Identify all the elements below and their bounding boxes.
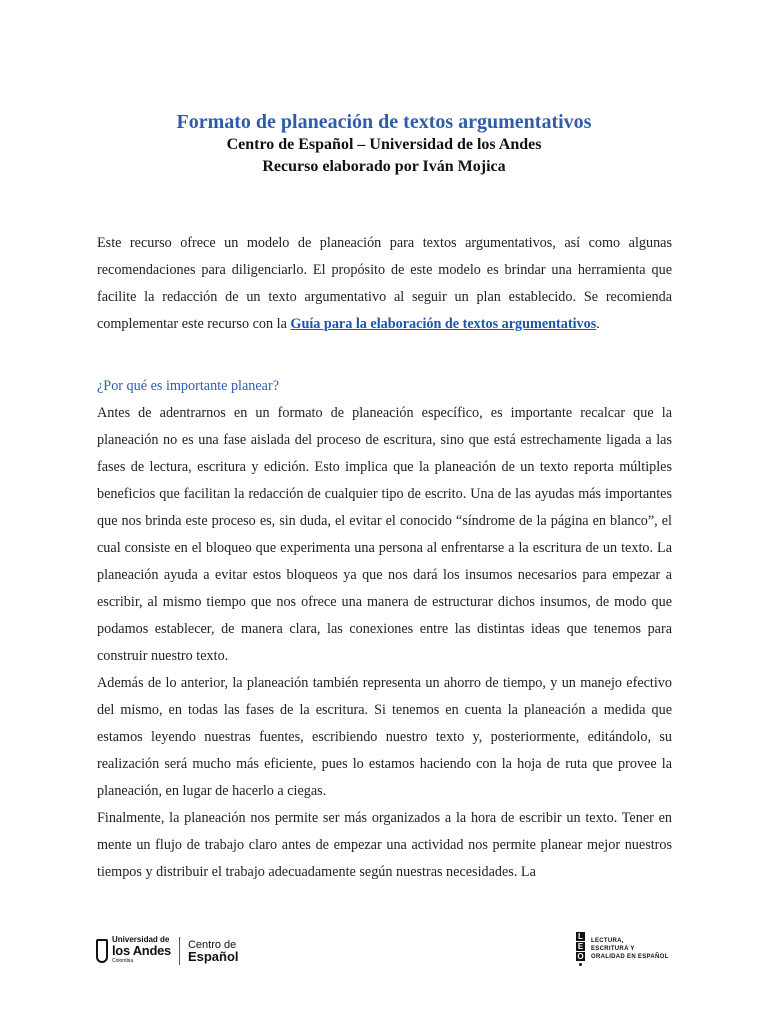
uandes-name: los Andes [112, 943, 171, 958]
uandes-country: Colombia [112, 958, 134, 964]
uandes-logo [96, 934, 239, 967]
leo-letter-o: O [577, 952, 584, 961]
intro-paragraph [97, 230, 672, 338]
section-heading: ¿Por qué es importante planear? [97, 378, 279, 394]
intro-end: . [596, 316, 600, 332]
crest-icon [96, 939, 108, 963]
paragraph-3: Finalmente, la planeación nos permite ser más organizados a la hora de escribir un texto. Tener en mente un flujo de trabajo claro antes de empezar una actividad nos permite planear mejor nuestros tiempos y distribuir el trabajo adecuadamente según nuestras necesidades. La [97, 810, 672, 880]
leo-text [591, 937, 669, 961]
centro-name: Español [187, 948, 239, 964]
document-header [0, 110, 768, 178]
paragraph-2: Además de lo anterior, la planeación también representa un ahorro de tiempo, y un manejo efectivo del mismo, en todas las fases de la escritura. Si tenemos en cuenta la planeación a medida que estamos leyendo nuestras fuentes, escribiendo nuestro texto y, posteriormente, editándolo, su realización será mucho más eficiente, pues lo estamos haciendo con la hoja de ruta que provee la planeación, en lugar de hacerlo a ciegas. [97, 675, 672, 799]
leo-line-1: LECTURA, [591, 938, 624, 944]
logo-divider [179, 937, 180, 965]
document-subtitle-author: Recurso elaborado por Iván Mojica [262, 158, 506, 175]
guide-link[interactable]: Guía para la elaboración de textos argumentativos [290, 316, 597, 332]
document-title: Formato de planeación de textos argumentativos [176, 111, 592, 133]
centro-espanol-logo [188, 939, 239, 963]
leo-line-2: ESCRITURA Y [591, 946, 635, 952]
document-subtitle-institution: Centro de Español – Universidad de los Andes [226, 136, 542, 153]
document-body [97, 230, 672, 886]
uandes-top-text: Universidad de [112, 935, 170, 944]
paragraph-1: Antes de adentrarnos en un formato de planeación específico, es importante recalcar que la planeación no es una fase aislada del proceso de escritura, sino que está estrechamente ligada a las fases de lectura, escritura y edición. Esto implica que la planeación de un texto reporta múltiples beneficios que facilitan la redacción de cualquier tipo de escrito. Una de las ayudas más importantes que nos brinda este proceso es, sin duda, el evitar el conocido “síndrome de la página en blanco”, el cual consiste en el bloqueo que experimenta una persona al enfrentarse a la escritura de un texto. La planeación ayuda a evitar estos bloqueos ya que nos dará los insumos necesarios para empezar a escribir, al mismo tiempo que nos ofrece una manera de estructurar dichos insumos, de modo que podamos establecer, de manera clara, las conexiones entre las distintas ideas que tenemos para construir nuestro texto. [97, 405, 672, 664]
leo-letter-e: E [577, 942, 584, 951]
intro-text: Este recurso ofrece un modelo de planeación para textos argumentativos, así como algunas recomendaciones para diligenciarlo. El propósito de este modelo es brindar una herramienta que facilite la redacción de un texto argumentativo al seguir un plan establecido. Se recomienda complementar este recurso con la [97, 235, 672, 332]
centro-top-text: Centro de [187, 938, 237, 951]
leo-mark-icon [576, 932, 585, 966]
page-footer [0, 930, 768, 970]
leo-logo [576, 932, 669, 966]
leo-dot-icon [579, 963, 582, 966]
leo-letter-l: L [576, 932, 585, 941]
leo-line-3: ORALIDAD EN ESPAÑOL [591, 954, 669, 960]
